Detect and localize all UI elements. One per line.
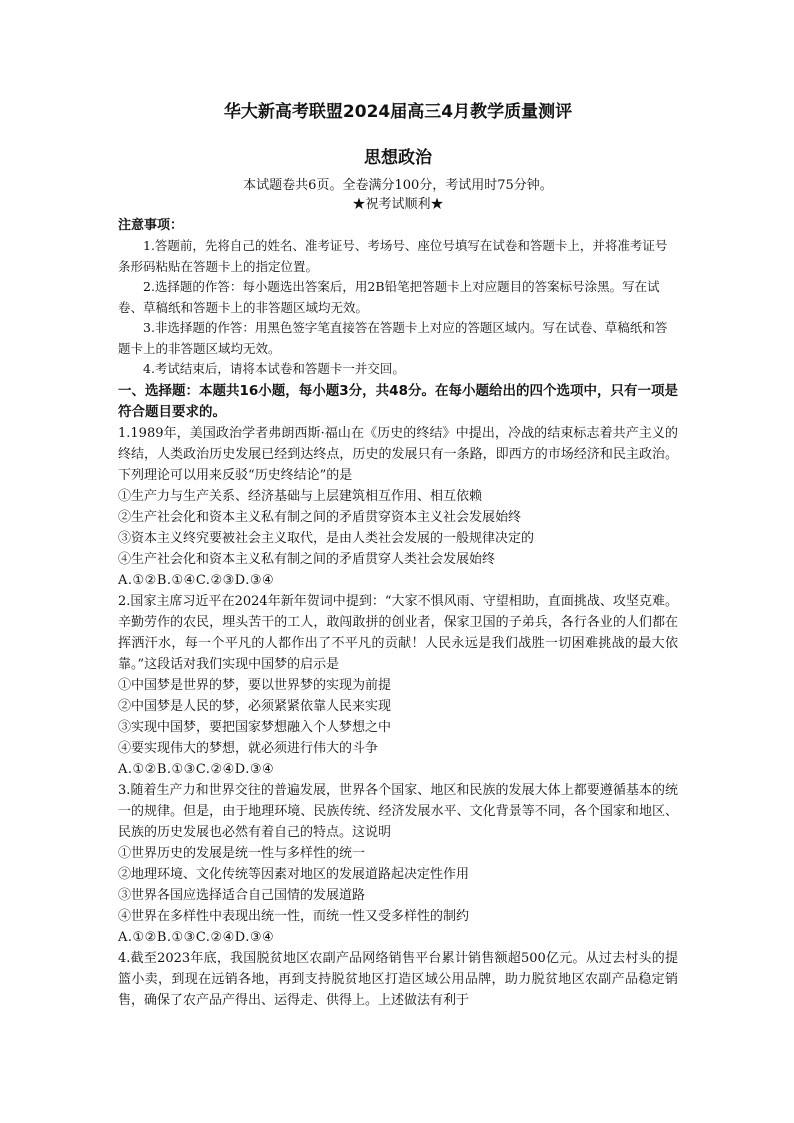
notice-item: 4.考试结束后，请将本试卷和答题卡一并交回。 [143, 361, 405, 376]
section-heading-choice: 一、选择题：本题共16小题，每小题3分，共48分。在每小题给出的四个选项中，只有一项是符合题目要求的。 [118, 382, 678, 420]
answer-choices: A.①②B.①③C.②④D.③④ [118, 929, 275, 945]
exam-meta: 本试题卷共6页。全卷满分100分，考试用时75分钟。 [243, 178, 553, 193]
option: ③世界各国应选择适合自己国情的发展道路 [118, 887, 366, 903]
option: ②地理环境、文化传统等因素对地区的发展道路起决定性作用 [118, 866, 470, 882]
subject-title: 思想政治 [364, 148, 432, 168]
option: ③资本主义终究要被社会主义取代，是由人类社会发展的一般规律决定的 [118, 530, 535, 546]
question-3 [118, 780, 678, 948]
option: ①世界历史的发展是统一性与多样性的统一 [118, 845, 366, 861]
question-2 [118, 591, 678, 780]
question-stem: 2.国家主席习近平在2024年新年贺词中提到：“大家不惧风雨、守望相助，直面挑战、攻坚克难。辛勤劳作的农民，埋头苦干的工人，敢闯敢拼的创业者，保家卫国的子弟兵，各行各业的人们都在挥洒汗水，每一个平凡的人都作出了不平凡的贡献！人民永远是我们战胜一切困难挑战的最大依靠。”这段话对我们实现中国梦的启示是 [118, 593, 678, 672]
option: ③实现中国梦，要把国家梦想融入个人梦想之中 [118, 719, 392, 735]
answer-choices: A.①②B.①③C.②④D.③④ [118, 761, 275, 777]
answer-choices: A.①②B.①④C.②③D.③④ [118, 572, 275, 588]
notice-item: 2.选择题的作答：每小题选出答案后，用2B铅笔把答题卡上对应题目的答案标号涂黑。写在试卷、草稿纸和答题卡上的非答题区域均无效。 [118, 279, 660, 315]
question-stem: 4.截至2023年底，我国脱贫地区农副产品网络销售平台累计销售额超500亿元。从过去村头的提篮小卖，到现在远销各地，再到支持脱贫地区打造区域公用品牌，助力脱贫地区农副产品稳定销售，确保了农产品产得出、运得走、供得上。上述做法有利于 [118, 950, 678, 1008]
option: ②中国梦是人民的梦，必须紧紧依靠人民来实现 [118, 698, 392, 714]
option: ②生产社会化和资本主义私有制之间的矛盾贯穿资本主义社会发展始终 [118, 509, 522, 525]
question-stem: 3.随着生产力和世界交往的普遍发展，世界各个国家、地区和民族的发展大体上都要遵循基本的统一的规律。但是，由于地理环境、民族传统、经济发展水平、文化背景等不同，各个国家和地区、民族的历史发展也必然有着自己的特点。这说明 [118, 782, 678, 840]
notice-item: 1.答题前，先将自己的姓名、准考证号、考场号、座位号填写在试卷和答题卡上，并将准考证号条形码粘贴在答题卡上的指定位置。 [118, 238, 668, 274]
notice-heading: 注意事项： [118, 218, 184, 233]
option: ④世界在多样性中表现出统一性，而统一性又受多样性的制约 [118, 908, 470, 924]
notice-item: 3.非选择题的作答：用黑色签字笔直接答在答题卡上对应的答题区域内。写在试卷、草稿纸和答题卡上的非答题区域均无效。 [118, 320, 668, 356]
notice-list [118, 236, 678, 380]
exam-page [118, 100, 678, 1011]
option: ①生产力与生产关系、经济基础与上层建筑相互作用、相互依赖 [118, 488, 483, 504]
option: ④要实现伟大的梦想，就必须进行伟大的斗争 [118, 740, 379, 756]
question-4 [118, 948, 678, 1011]
option: ①中国梦是世界的梦，要以世界梦的实现为前提 [118, 677, 392, 693]
good-luck-line: ★祝考试顺利★ [352, 197, 444, 212]
question-stem: 1.1989年，美国政治学者弗朗西斯·福山在《历史的终结》中提出，冷战的结束标志着共产主义的终结，人类政治历史发展已经到达终点，历史的发展只有一条路，即西方的市场经济和民主政治。下列理论可以用来反驳“历史终结论”的是 [118, 425, 678, 483]
question-1 [118, 423, 678, 591]
exam-title: 华大新高考联盟2024届高三4月教学质量测评 [223, 102, 573, 122]
option: ④生产社会化和资本主义私有制之间的矛盾贯穿人类社会发展始终 [118, 551, 496, 567]
